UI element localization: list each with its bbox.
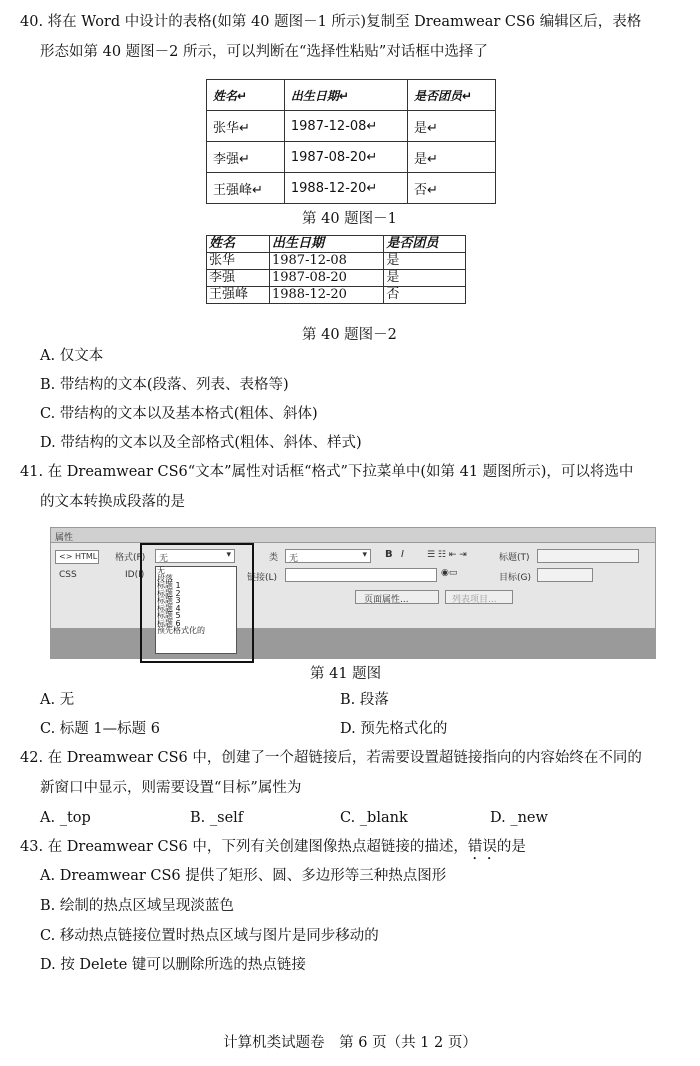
table-cell: 1987-08-20 — [269, 270, 383, 287]
q40-option-b: B. 带结构的文本(段落、列表、表格等) — [40, 377, 289, 393]
q42-option-a: A. _top — [40, 810, 91, 826]
dropdown-option[interactable]: 标题 3 — [157, 596, 181, 605]
table-header: 是否团员 — [384, 236, 466, 253]
q40-option-c: C. 带结构的文本以及基本格式(粗体、斜体) — [40, 406, 318, 422]
italic-button[interactable]: I — [401, 549, 404, 560]
q43-option-d: D. 按 Delete 键可以删除所选的热点链接 — [40, 957, 306, 973]
format-select-value: 无 — [159, 554, 169, 564]
table-cell: 是↵ — [408, 111, 496, 142]
table-cell: 否 — [384, 287, 466, 304]
id-label: ID(I) — [125, 570, 145, 580]
q41-option-c: C. 标题 1—标题 6 — [40, 721, 160, 737]
q42-option-c: C. _blank — [340, 810, 408, 826]
table-cell: 1987-08-20↵ — [284, 142, 407, 173]
q41-stem-line1: 41. 在 Dreamwear CS6“文本”属性对话框“格式”下拉菜单中(如第 41 题图所示)，可以将选中 — [20, 464, 634, 480]
table-cell: 是 — [384, 270, 466, 287]
q40-table-1 — [206, 79, 496, 204]
q40-table-2 — [206, 235, 466, 304]
page-properties-label: 页面属性... — [364, 595, 409, 605]
table-header: 出生日期 — [269, 236, 383, 253]
q41-option-a: A. 无 — [40, 692, 75, 708]
q43-stem-pre: 43. 在 Dreamwear CS6 中，下列有关创建图像热点超链接的描述， — [20, 839, 468, 855]
table-cell: 张华 — [207, 253, 270, 270]
page-footer: 计算机类试题卷 第 6 页（共 1 2 页） — [223, 1035, 477, 1051]
panel-title: 属性 — [55, 533, 74, 543]
q43-option-c: C. 移动热点链接位置时热点区域与图片是同步移动的 — [40, 928, 379, 944]
q40-stem-line2: 形态如第 40 题图－2 所示，可以判断在“选择性粘贴”对话框中选择了 — [40, 44, 488, 60]
q41-option-d: D. 预先格式化的 — [340, 721, 448, 737]
dropdown-option[interactable]: 标题 1 — [157, 581, 181, 590]
q41-option-b: B. 段落 — [340, 692, 389, 708]
table-header: 姓名 — [207, 236, 270, 253]
title-label: 标题(T) — [499, 553, 530, 563]
link-label: 链接(L) — [247, 573, 278, 583]
dropdown-option[interactable]: 预先格式化的 — [157, 626, 205, 635]
q43-option-b: B. 绘制的热点区域呈现淡蓝色 — [40, 898, 234, 914]
q42-option-b: B. _self — [190, 810, 244, 826]
table-cell: 王强峰 — [207, 287, 270, 304]
q42-option-d: D. _new — [490, 810, 548, 826]
list-indent-icons[interactable]: ☰ ☷ ⇤ ⇥ — [427, 550, 467, 560]
table-cell: 李强↵ — [207, 142, 285, 173]
page-properties-button[interactable] — [355, 590, 439, 604]
q43-stem-emphasis: 错误 — [467, 839, 497, 855]
target-icons[interactable]: ◉▭ — [441, 568, 458, 578]
q41-stem-line2: 的文本转换成段落的是 — [40, 494, 185, 510]
format-label: 格式(F) — [115, 553, 146, 563]
dropdown-option[interactable]: 标题 5 — [157, 611, 181, 620]
class-label: 类 — [269, 553, 279, 563]
q43-stem — [20, 837, 526, 863]
dropdown-option[interactable]: 标题 6 — [157, 618, 181, 628]
table-cell: 1987-12-08 — [269, 253, 383, 270]
q42-stem-line1: 42. 在 Dreamwear CS6 中，创建了一个超链接后，若需要设置超链接指向的内容始终在不同的 — [20, 750, 642, 766]
dropdown-option[interactable]: 标题 4 — [157, 603, 181, 613]
table-header: 出生日期↵ — [284, 80, 407, 111]
format-dropdown-list[interactable] — [155, 566, 237, 654]
target-label: 目标(G) — [499, 573, 531, 583]
table-cell: 否↵ — [408, 173, 496, 204]
q43-option-a: A. Dreamwear CS6 提供了矩形、圆、多边形等三种热点图形 — [40, 868, 447, 884]
q43-stem-post: 的是 — [496, 839, 526, 855]
q40-caption-1: 第 40 题图－1 — [302, 211, 397, 227]
class-select[interactable] — [285, 549, 371, 563]
title-input[interactable] — [537, 549, 639, 563]
q40-stem-line1: 40. 将在 Word 中设计的表格(如第 40 题图－1 所示)复制至 Dreamwear CS6 编辑区后，表格 — [20, 14, 642, 30]
table-cell: 1988-12-20 — [269, 287, 383, 304]
table-cell: 王强峰↵ — [207, 173, 285, 204]
table-cell: 张华↵ — [207, 111, 285, 142]
q40-caption-2: 第 40 题图－2 — [302, 327, 397, 343]
dropdown-option[interactable]: 标题 2 — [157, 588, 181, 598]
table-cell: 1987-12-08↵ — [284, 111, 407, 142]
list-items-button[interactable] — [445, 590, 513, 604]
dropdown-option[interactable]: 无 — [157, 566, 165, 575]
link-input[interactable] — [285, 568, 437, 582]
bold-button[interactable]: B — [385, 549, 393, 560]
chevron-down-icon: ▾ — [362, 550, 367, 560]
q40-option-a: A. 仅文本 — [40, 348, 104, 364]
html-button[interactable] — [55, 550, 99, 564]
table-cell: 是 — [384, 253, 466, 270]
q42-stem-line2: 新窗口中显示，则需要设置“目标”属性为 — [40, 780, 302, 796]
q40-option-d: D. 带结构的文本以及全部格式(粗体、斜体、样式) — [40, 435, 362, 451]
list-items-label: 列表项目... — [452, 595, 497, 605]
target-select[interactable] — [537, 568, 593, 582]
table-header: 姓名↵ — [207, 80, 285, 111]
html-button-label: <> HTML — [59, 552, 98, 561]
class-select-value: 无 — [289, 554, 299, 564]
table-cell: 李强 — [207, 270, 270, 287]
chevron-down-icon: ▾ — [226, 550, 231, 560]
table-header: 是否团员↵ — [408, 80, 496, 111]
q41-caption: 第 41 题图 — [310, 666, 382, 682]
dropdown-option[interactable]: 段落 — [157, 573, 173, 583]
table-cell: 是↵ — [408, 142, 496, 173]
css-button[interactable]: CSS — [59, 570, 77, 580]
table-cell: 1988-12-20↵ — [284, 173, 407, 204]
panel-titlebar — [51, 528, 655, 543]
